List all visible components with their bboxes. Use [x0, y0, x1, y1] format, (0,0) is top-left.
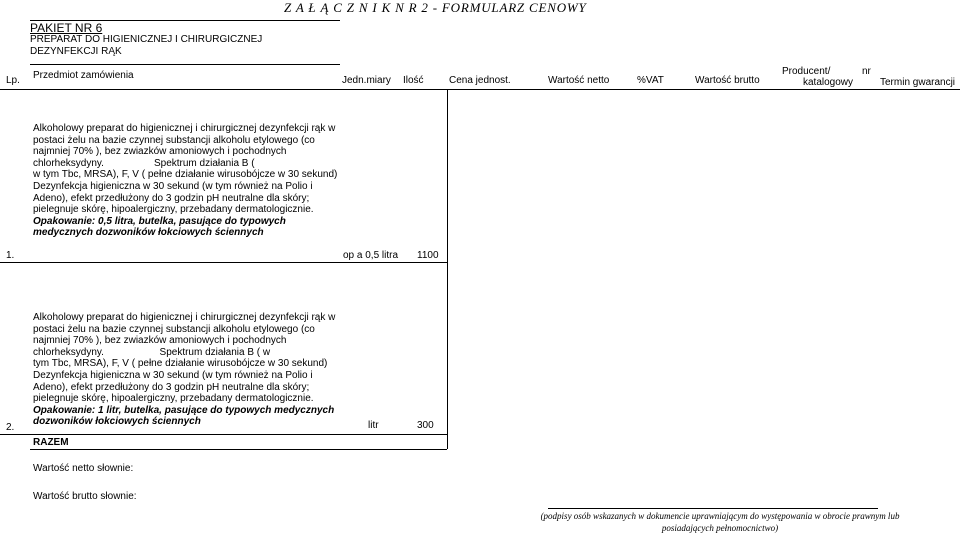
package-number: PAKIET NR 6: [30, 21, 103, 35]
row-1-lp: 1.: [6, 250, 15, 261]
row-2-unit: litr: [368, 420, 379, 431]
row-2-pack-line: Opakowanie: 1 litr, butelka, pasujące do typowych medycznych: [33, 404, 335, 416]
total-label: RAZEM: [33, 437, 69, 448]
row-2-bottom-border: [0, 434, 447, 435]
col-header-lp: Lp.: [6, 75, 20, 86]
row-2-description: [33, 312, 348, 428]
row-2-desc-line: tym Tbc, MRSA), F, V ( pełne działanie wirusobójcze w 30 sekund): [33, 358, 328, 370]
row-1-desc-line: pielegnuje skórę, hipoalergiczny, przebadany dermatologicznie.: [33, 204, 314, 216]
col-header-catalog: katalogowy: [803, 77, 854, 88]
row-2-desc-line: najmniej 70% ), bez zwiazków amoniowych i pochodnych: [33, 335, 287, 347]
row-2-desc-line: Dezynfekcja higieniczna w 30 sekund (w tym również na Polio i: [33, 369, 313, 381]
signature-line: [548, 508, 878, 509]
row-1-desc-line: najmniej 70% ), bez zwiazków amoniowych i pochodnych: [33, 146, 287, 158]
row-2-desc-line: Alkoholowy preparat do higienicznej i chirurgicznej dezynfekcji rąk w: [33, 312, 336, 323]
col-header-net-value: Wartość netto: [548, 75, 610, 86]
form-title: Z A Ł Ą C Z N I K N R 2 - FORMULARZ CENOWY: [284, 0, 587, 15]
row-1-desc-line: postaci żelu na bazie czynnej substancji alkoholu etylowego (co: [33, 134, 315, 146]
col-header-qty: Ilość: [403, 75, 424, 86]
col-header-unit-price: Cena jednost.: [449, 75, 511, 86]
row-1-desc-line: Dezynfekcja higieniczna w 30 sekund (w tym również na Polio i: [33, 180, 313, 192]
row-1-desc-line: Alkoholowy preparat do higienicznej i chirurgicznej dezynfekcji rąk w: [33, 123, 336, 134]
col-header-vat: %VAT: [637, 75, 664, 86]
row-1-unit: op a 0,5 litra: [343, 250, 399, 261]
row-2-pack-line: dozwoników łokciowych ściennych: [33, 416, 201, 428]
col-header-delivery: Termin gwarancji: [880, 77, 956, 88]
package-name: PREPARAT DO HIGIENICZNEJ I CHIRURGICZNEJ: [30, 34, 263, 45]
row-1-description: [33, 123, 348, 239]
row-1-pack-line: Opakowanie: 0,5 litra, butelka, pasujące do typowych: [33, 215, 286, 227]
row-1-desc-line: w tym Tbc, MRSA), F, V ( pełne działanie wirusobójcze w 30 sekund): [33, 169, 338, 181]
col-header-unit: Jedn.miary: [342, 75, 391, 86]
package-name-2: DEZYNFEKCJI RĄK: [30, 46, 122, 57]
total-bottom-border: [30, 449, 447, 450]
col-header-subject: Przedmiot zamówienia: [33, 70, 134, 81]
row-1-desc-line: chlorheksydyny. Spektrum działania B (: [33, 157, 255, 169]
col-header-nr: nr: [862, 66, 871, 77]
gross-value-in-words: Wartość brutto słownie:: [33, 491, 137, 502]
row-2-desc-line: postaci żelu na bazie czynnej substancji alkoholu etylowego (co: [33, 323, 315, 335]
col-header-producer: Producent/: [782, 66, 831, 77]
col-header-gross-value: Wartość brutto: [695, 75, 760, 86]
signature-note: [520, 510, 920, 534]
package-block: [30, 22, 262, 58]
row-2-qty: 300: [417, 420, 434, 431]
header-bottom-border: [0, 89, 960, 90]
row-2-lp: 2.: [6, 422, 15, 433]
row-2-desc-line: pielegnuje skórę, hipoalergiczny, przebadany dermatologicznie.: [33, 393, 314, 405]
signature-note-line-2: posiadających pełnomocnictwo): [661, 523, 779, 533]
signature-note-line-1: (podpisy osób wskazanych w dokumencie uprawniającym do występowania w obrocie prawnym lub: [540, 511, 900, 521]
row-1-pack-line: medycznych dozwoników łokciowych ściennych: [33, 227, 264, 239]
net-value-in-words: Wartość netto słownie:: [33, 463, 134, 474]
row-1-bottom-border: [0, 262, 447, 263]
row-2-desc-line: Adeno), efekt przedłużony do 3 godzin pH neutralne dla skóry;: [33, 381, 310, 393]
package-bottom-border: [30, 64, 340, 65]
row-2-desc-line: chlorheksydyny. Spektrum działania B ( w: [33, 346, 271, 358]
table-right-border: [447, 89, 448, 449]
row-1-desc-line: Adeno), efekt przedłużony do 3 godzin pH neutralne dla skóry;: [33, 192, 310, 204]
row-1-qty: 1100: [417, 250, 439, 261]
